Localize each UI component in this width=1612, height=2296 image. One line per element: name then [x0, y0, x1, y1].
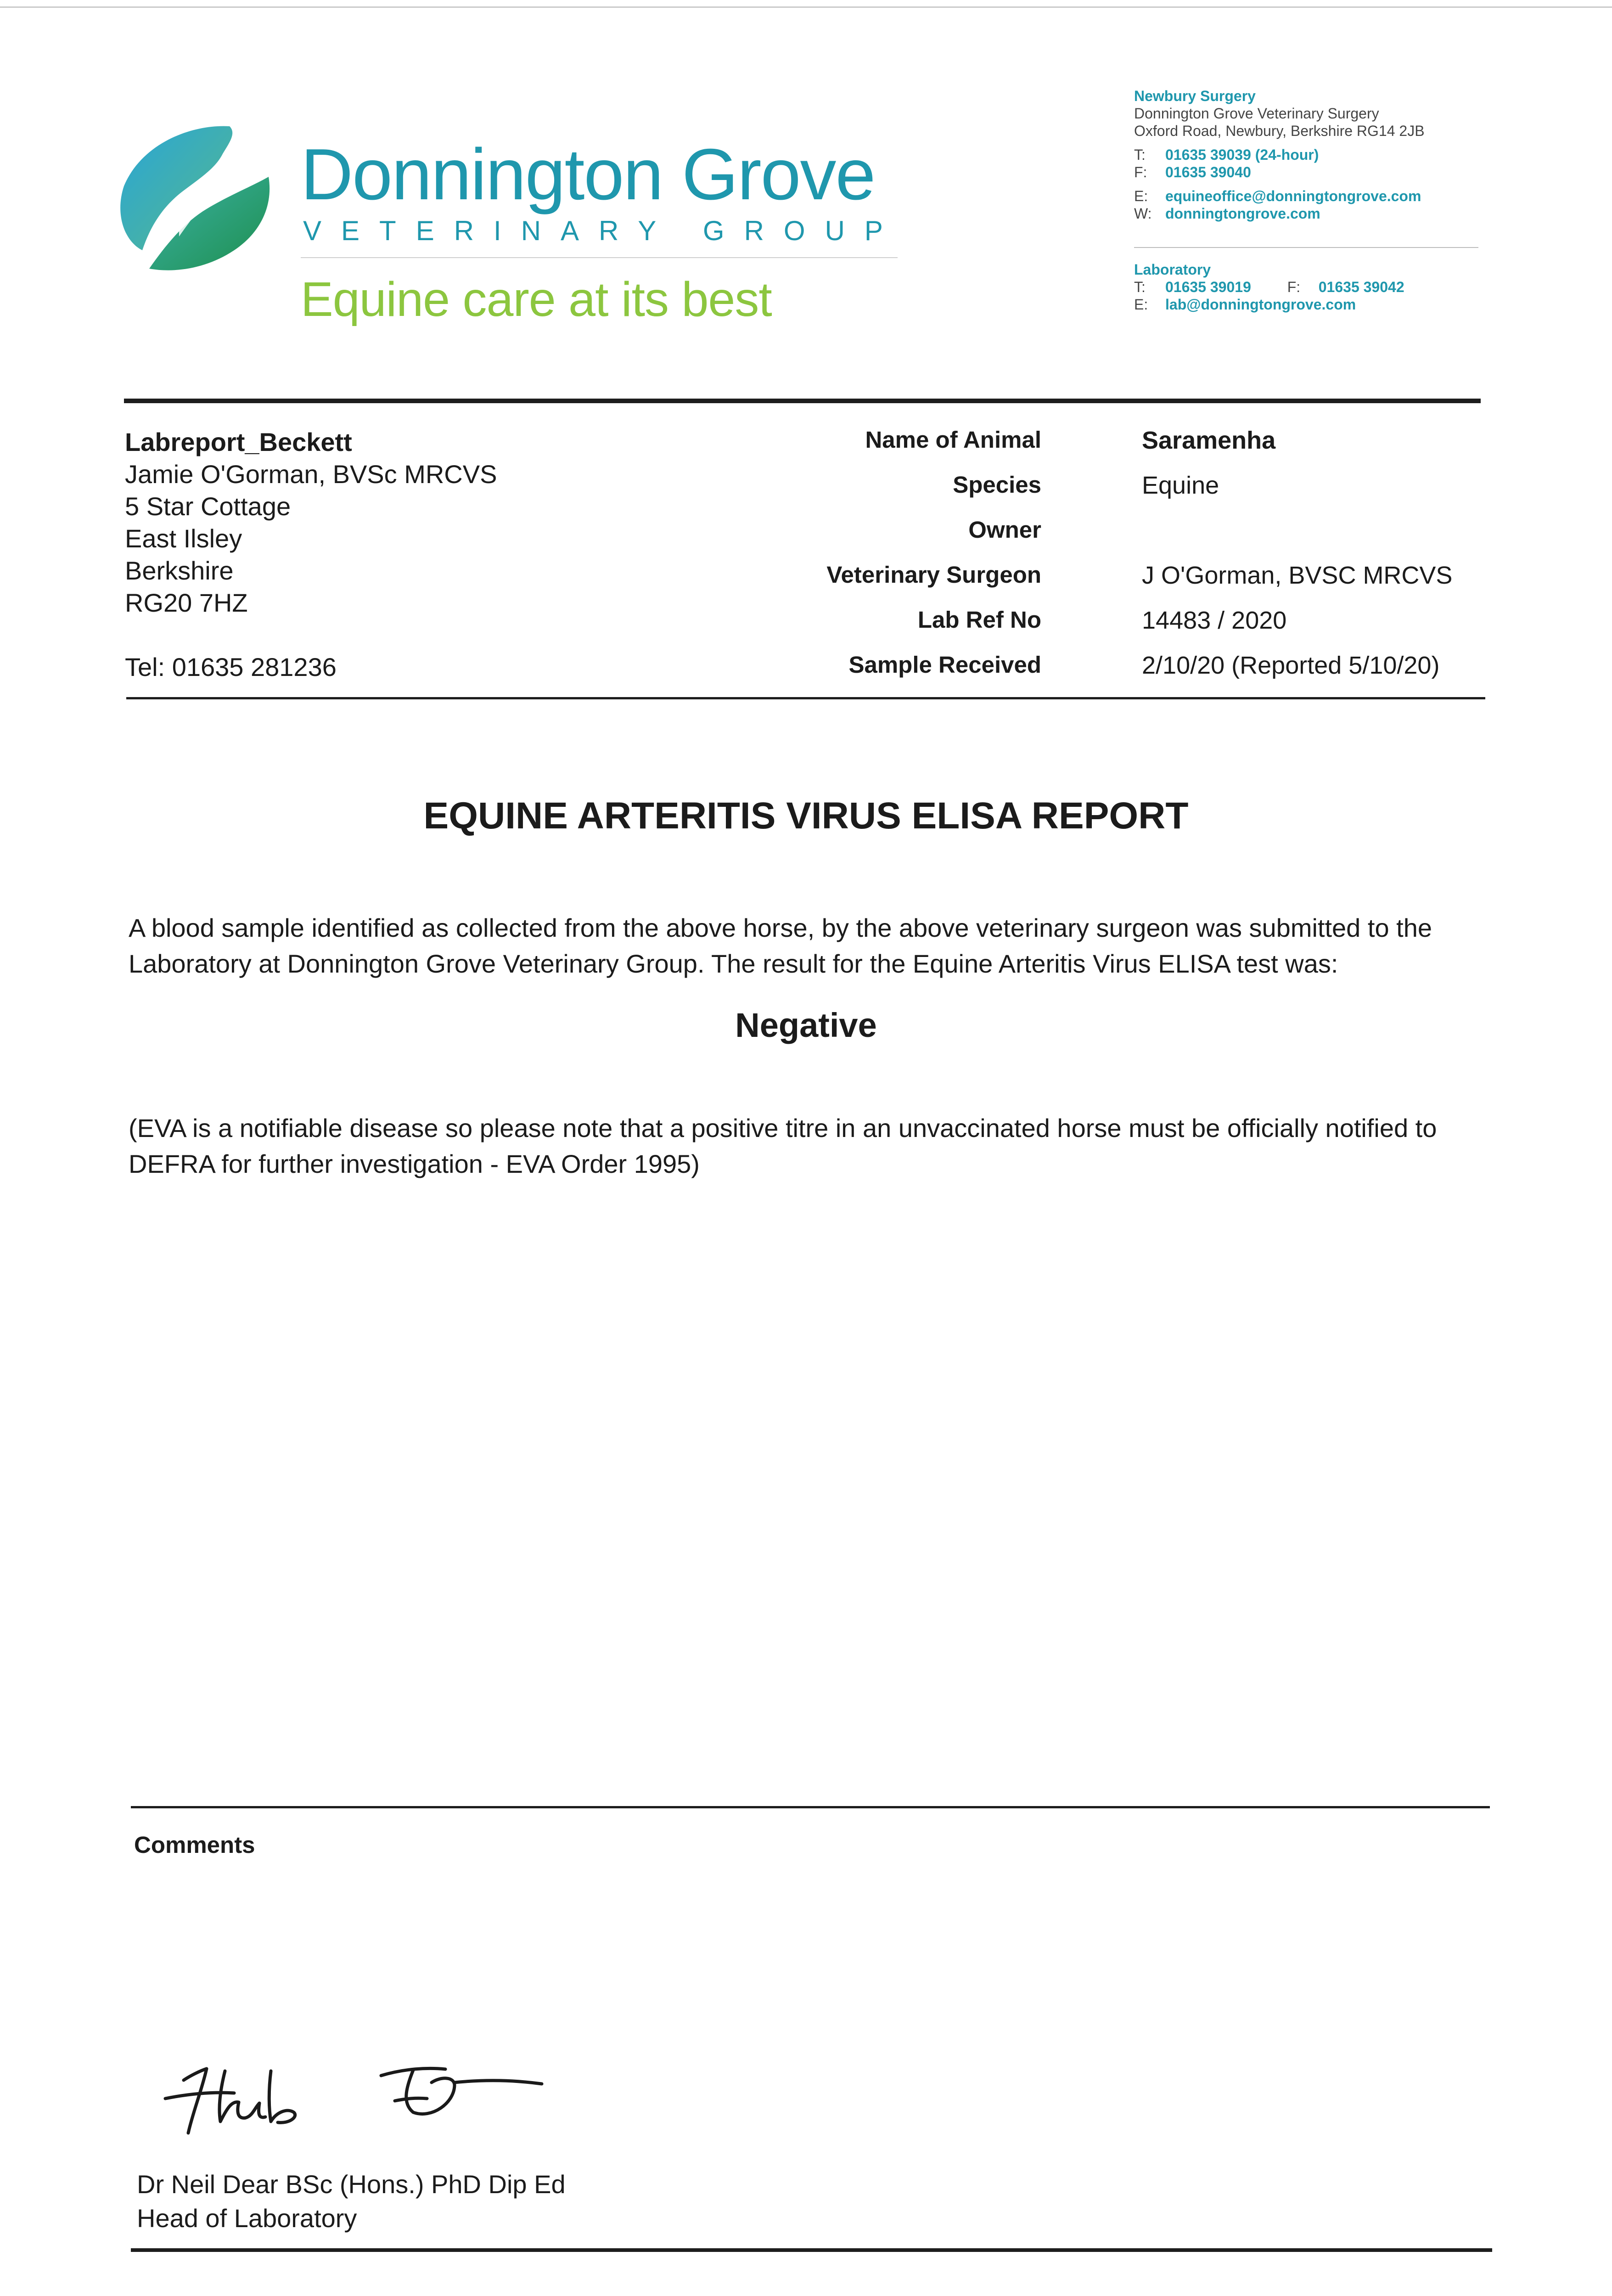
address-line: Berkshire: [125, 556, 234, 585]
header-rule: [124, 399, 1481, 403]
scan-top-edge: [0, 6, 1612, 8]
lab-email[interactable]: lab@donningtongrove.com: [1165, 296, 1356, 313]
comments-label: Comments: [134, 1832, 255, 1858]
laboratory-phone-line: [1134, 278, 1404, 296]
detail-row-lab-ref: [826, 606, 1515, 638]
fax-label: F:: [1134, 164, 1147, 180]
detail-label: Sample Received: [848, 652, 1041, 678]
surgery-web-line: [1134, 205, 1425, 222]
lab-fax: 01635 39042: [1318, 279, 1404, 295]
detail-row-animal: [826, 426, 1515, 458]
surgery-website[interactable]: donningtongrove.com: [1165, 205, 1320, 222]
surgery-tel: 01635 39039 (24-hour): [1165, 146, 1319, 163]
signatory: [137, 2167, 566, 2235]
comments-rule: [131, 1806, 1490, 1808]
lab-fax-label: F:: [1287, 279, 1301, 295]
lab-tel-label: T:: [1134, 279, 1146, 295]
web-label: W:: [1134, 205, 1152, 222]
address-line: 5 Star Cottage: [125, 492, 291, 521]
detail-row-species: [826, 471, 1515, 503]
handwritten-signature: [156, 2043, 556, 2144]
detail-label: Species: [953, 472, 1041, 498]
surgery-name: Donnington Grove Veterinary Surgery: [1134, 105, 1379, 122]
detail-label: Lab Ref No: [917, 607, 1041, 633]
surgery-address: Oxford Road, Newbury, Berkshire RG14 2JB: [1134, 123, 1425, 139]
details-rule: [126, 697, 1485, 699]
detail-row-owner: [826, 516, 1515, 548]
surgery-fax: 01635 39040: [1165, 164, 1251, 180]
detail-label: Owner: [968, 517, 1041, 543]
report-title: EQUINE ARTERITIS VIRUS ELISA REPORT: [423, 795, 1189, 837]
surgery-fax-line: [1134, 163, 1425, 181]
address-line: East Ilsley: [125, 524, 242, 553]
recipient-address: [125, 426, 497, 619]
recipient-telephone: Tel: 01635 281236: [125, 653, 337, 681]
brand-tagline: Equine care at its best: [301, 272, 772, 326]
report-intro: A blood sample identified as collected from the above horse, by the above veterinary surgeon was submitted to the Laboratory at Donnington Grove Veterinary Group. The result for the Equine Arteritis Virus ELISA test was:: [129, 913, 1432, 978]
contact-divider: [1134, 247, 1478, 248]
horse-head-logo-icon: [115, 117, 275, 287]
report-reference: Labreport_Beckett: [125, 428, 352, 456]
contact-block: [1134, 87, 1425, 222]
signatory-role: Head of Laboratory: [137, 2204, 357, 2233]
email-label: E:: [1134, 188, 1148, 204]
detail-value: 14483 / 2020: [1142, 607, 1287, 634]
detail-row-sample-received: [826, 651, 1515, 683]
footer-rule: [131, 2248, 1492, 2252]
laboratory-email-line: [1134, 296, 1404, 313]
detail-value: J O'Gorman, BVSC MRCVS: [1142, 562, 1453, 589]
address-line: RG20 7HZ: [125, 588, 248, 617]
surgery-email-line: [1134, 187, 1425, 205]
detail-value: Equine: [1142, 472, 1219, 499]
detail-value: Saramenha: [1142, 427, 1276, 454]
laboratory-contact-block: [1134, 261, 1404, 313]
lab-tel: 01635 39019: [1165, 279, 1251, 295]
test-result: Negative: [735, 1006, 877, 1044]
detail-row-veterinary-surgeon: [826, 561, 1515, 593]
brand-subtitle: VETERINARY GROUP: [303, 215, 903, 246]
surgery-tel-line: [1134, 146, 1425, 163]
lab-email-label: E:: [1134, 296, 1148, 313]
detail-label: Name of Animal: [865, 427, 1041, 453]
detail-label: Veterinary Surgeon: [826, 562, 1041, 588]
tel-label: T:: [1134, 146, 1146, 163]
signatory-name: Dr Neil Dear BSc (Hons.) PhD Dip Ed: [137, 2170, 566, 2199]
laboratory-heading: Laboratory: [1134, 261, 1211, 278]
notifiable-disease-note: (EVA is a notifiable disease so please note that a positive titre in an unvaccinated horse must be officially notified to DEFRA for further investigation - EVA Order 1995): [129, 1114, 1437, 1178]
address-line: Jamie O'Gorman, BVSc MRCVS: [125, 460, 497, 489]
brand-divider: [301, 257, 898, 258]
surgery-email[interactable]: equineoffice@donningtongrove.com: [1165, 188, 1421, 204]
detail-value: 2/10/20 (Reported 5/10/20): [1142, 652, 1440, 679]
surgery-heading: Newbury Surgery: [1134, 88, 1256, 104]
brand-name: Donnington Grove: [301, 134, 875, 215]
